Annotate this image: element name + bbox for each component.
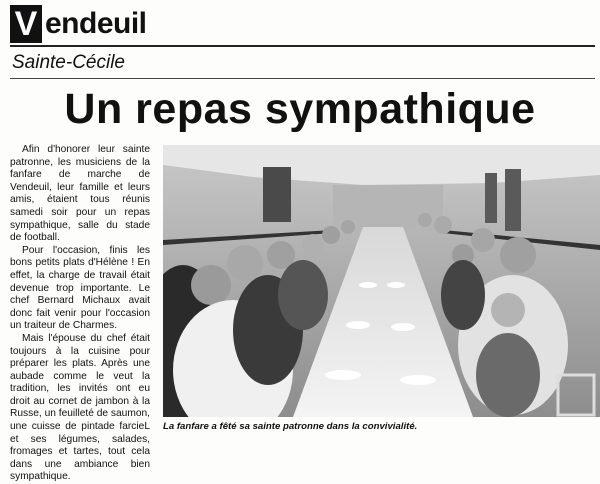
photo-icon bbox=[163, 145, 600, 417]
photo-caption: La fanfare a fêté sa sainte patronne dans la convivialité. bbox=[163, 421, 418, 432]
masthead-initial: V bbox=[10, 5, 42, 43]
headline: Un repas sympathique bbox=[64, 85, 536, 133]
masthead-town: endeuil bbox=[45, 7, 147, 40]
article-photo bbox=[163, 145, 600, 417]
article-paragraph: Mais l'épouse du chef était toujours à la cuisine pour préparer les plats. Après une aubade comme le veut la tradition, les invités ont eu droit au cornet de jambon à la Russe, un feuilleté de saumon, une cuisse de pintade farcieL et ses légumes, salades, fromages et tartes, tout cela dans une ambiance bien sympathique. bbox=[10, 332, 150, 483]
article-paragraph: Pour l'occasion, finis les bons petits plats d'Hélène ! En effet, la charge de travail était devenue trop importante. Le chef Bernard Michaux avait donc fait venir pour l'occasion un traiteur de Charmes. bbox=[10, 244, 150, 332]
section-label: Sainte-Cécile bbox=[12, 52, 125, 73]
article-body bbox=[10, 144, 150, 484]
divider bbox=[10, 45, 595, 47]
article-paragraph: Afin d'honorer leur sainte patronne, les musiciens de la fanfare de marche de Vendeuil, leur famille et leurs amis, étaient tous réunis samedi soir pour un repas sympathique, salle du stade de football. bbox=[10, 144, 150, 244]
divider bbox=[10, 78, 595, 79]
